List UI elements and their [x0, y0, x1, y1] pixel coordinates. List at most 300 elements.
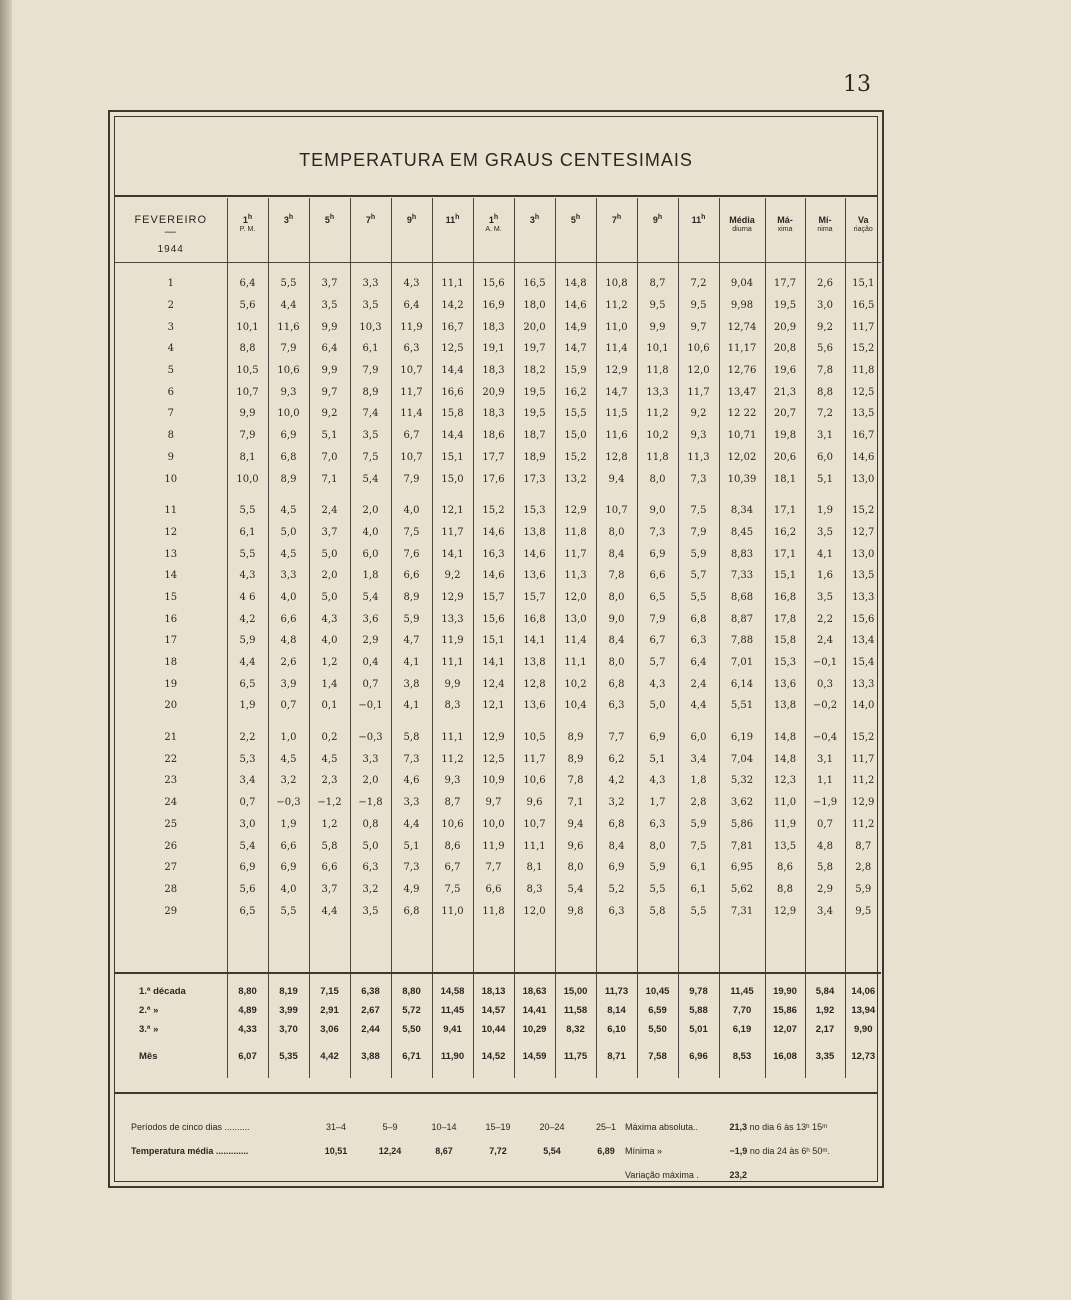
temperature-cell: 11,7: [845, 316, 881, 338]
summary-cell: 14,52: [473, 1039, 514, 1078]
temperature-cell: 7,1: [309, 468, 350, 490]
temperature-cell: 9,2: [309, 403, 350, 425]
summary-cell: 7,15: [309, 973, 350, 1001]
temperature-cell: 5,9: [637, 857, 678, 879]
table-row: [115, 857, 881, 879]
temperature-cell: 11,2: [845, 770, 881, 792]
temperature-cell: 11,8: [473, 900, 514, 973]
temperature-cell: 12,9: [555, 490, 596, 522]
table-row: [115, 468, 881, 490]
temperature-cell: −0,3: [268, 792, 309, 814]
temperature-cell: 8,9: [350, 381, 391, 403]
temperature-cell: 20,9: [473, 381, 514, 403]
temperature-cell: 6,0: [805, 447, 845, 469]
temperature-cell: 5,5: [678, 587, 719, 609]
summary-cell: 2,67: [350, 1001, 391, 1020]
temperature-cell: 14,1: [432, 543, 473, 565]
temperature-cell: 5,5: [227, 543, 268, 565]
temperature-cell: 8,8: [765, 879, 805, 901]
temperature-cell: 7,2: [678, 263, 719, 295]
temperature-cell: 10,0: [473, 814, 514, 836]
temperature-cell: 11,9: [473, 835, 514, 857]
temperature-cell: 5,0: [350, 835, 391, 857]
day-number: 25: [164, 818, 178, 830]
summary-cell: 4,89: [227, 1001, 268, 1020]
temperature-cell: 6,2: [596, 748, 637, 770]
temperature-cell: 7,81: [719, 835, 765, 857]
summary-cell: 3,70: [268, 1020, 309, 1039]
temperature-cell: 9,8: [555, 900, 596, 973]
temperature-cell: 15,1: [473, 630, 514, 652]
temperature-cell: 6,8: [268, 447, 309, 469]
temperature-cell: 3,4: [227, 770, 268, 792]
temperature-cell: 19,5: [514, 381, 555, 403]
summary-cell: 2,17: [805, 1020, 845, 1039]
temperature-cell: 6,9: [596, 857, 637, 879]
column-header: 3$^h$: [514, 198, 555, 263]
temperature-cell: 9,7: [678, 316, 719, 338]
temperature-cell: 10,6: [678, 338, 719, 360]
month-label: FEVEREIRO: [134, 214, 208, 226]
temperature-cell: 17,1: [765, 490, 805, 522]
temperature-cell: 15,0: [432, 468, 473, 490]
temperature-cell: 7,9: [268, 338, 309, 360]
temperature-cell: 10,3: [350, 316, 391, 338]
temperature-cell: 7,33: [719, 565, 765, 587]
temperature-cell: 6,5: [227, 900, 268, 973]
day-number: 12: [164, 526, 178, 538]
temperature-cell: 1,2: [309, 652, 350, 674]
temperature-cell: 5,86: [719, 814, 765, 836]
summary-cell: 5,88: [678, 1001, 719, 1020]
temperature-cell: 8,0: [596, 587, 637, 609]
temperature-cell: 3,3: [391, 792, 432, 814]
temperature-cell: 3,7: [309, 263, 350, 295]
temperature-cell: 19,6: [765, 360, 805, 382]
title-bar: [115, 117, 877, 197]
temperature-cell: 8,87: [719, 608, 765, 630]
temperature-cell: −0,1: [805, 652, 845, 674]
temperature-cell: 9,9: [432, 673, 473, 695]
temperature-cell: 5,6: [805, 338, 845, 360]
temperature-cell: 14,6: [514, 543, 555, 565]
summary-cell: 2,44: [350, 1020, 391, 1039]
temperature-cell: 12,1: [473, 695, 514, 717]
temperature-cell: 7,4: [350, 403, 391, 425]
temperature-cell: 11,4: [596, 338, 637, 360]
temperature-cell: 0,4: [350, 652, 391, 674]
temperature-cell: 8,1: [514, 857, 555, 879]
temperature-cell: 9,0: [637, 490, 678, 522]
temperature-cell: 7,5: [350, 447, 391, 469]
summary-cell: 4,33: [227, 1020, 268, 1039]
table-row: [115, 490, 881, 522]
temperature-cell: 4,8: [805, 835, 845, 857]
temperature-cell: 9,3: [432, 770, 473, 792]
temperature-cell: 4,4: [268, 295, 309, 317]
temperature-cell: 6,4: [678, 652, 719, 674]
temperature-cell: 19,5: [765, 295, 805, 317]
summary-cell: 16,08: [765, 1039, 805, 1078]
temperature-cell: 5,1: [637, 748, 678, 770]
temperature-cell: 1,7: [637, 792, 678, 814]
temperature-cell: 16,7: [845, 425, 881, 447]
temperature-cell: 11,6: [268, 316, 309, 338]
temperature-cell: 7,1: [555, 792, 596, 814]
max-absolute-note: no dia 6 às 13ʰ 15ᵐ: [749, 1122, 828, 1132]
temperature-cell: 7,5: [432, 879, 473, 901]
temperature-cell: 5,4: [350, 587, 391, 609]
temperature-cell: 11,1: [432, 652, 473, 674]
temperature-cell: 4,0: [391, 490, 432, 522]
temperature-cell: 5,1: [391, 835, 432, 857]
temperature-cell: 15,2: [845, 717, 881, 749]
column-header: 7$^h$: [596, 198, 637, 263]
temperature-cell: 0,7: [268, 695, 309, 717]
temperature-cell: 14,6: [473, 565, 514, 587]
temperature-cell: 4,6: [391, 770, 432, 792]
temperature-cell: 6,1: [678, 857, 719, 879]
temperature-cell: 12,4: [473, 673, 514, 695]
summary-cell: 3,88: [350, 1039, 391, 1078]
temperature-cell: 4,0: [309, 630, 350, 652]
table-row: [115, 522, 881, 544]
mean-label: Temperatura média .............: [131, 1146, 249, 1156]
summary-cell: 18,13: [473, 973, 514, 1001]
temperature-cell: 0,7: [227, 792, 268, 814]
mean-value: 5,54: [543, 1146, 561, 1156]
temperature-cell: 13,47: [719, 381, 765, 403]
temperature-cell: 0,7: [350, 673, 391, 695]
temperature-cell: 15,7: [473, 587, 514, 609]
temperature-cell: 6,19: [719, 717, 765, 749]
temperature-cell: 4,1: [391, 695, 432, 717]
temperature-cell: 6,8: [596, 673, 637, 695]
temperature-cell: 3,5: [805, 522, 845, 544]
day-number: 17: [164, 635, 178, 647]
temperature-cell: 10,1: [637, 338, 678, 360]
temperature-cell: 7,01: [719, 652, 765, 674]
temperature-cell: 2,9: [805, 879, 845, 901]
temperature-cell: 6,9: [268, 425, 309, 447]
temperature-cell: 16,7: [432, 316, 473, 338]
temperature-cell: 3,2: [268, 770, 309, 792]
column-header: 5$^h$: [309, 198, 350, 263]
temperature-cell: 9,4: [555, 814, 596, 836]
variation-label: Variação máxima .: [625, 1170, 699, 1180]
temperature-cell: 5,9: [678, 543, 719, 565]
summary-label: 3.ª »: [139, 1023, 159, 1035]
temperature-cell: 16,3: [473, 543, 514, 565]
temperature-cell: 6,3: [350, 857, 391, 879]
temperature-cell: 6,7: [637, 630, 678, 652]
temperature-cell: 7,5: [678, 490, 719, 522]
temperature-cell: 10,4: [555, 695, 596, 717]
temperature-cell: 16,8: [514, 608, 555, 630]
mean-value: 12,24: [378, 1146, 402, 1156]
temperature-cell: 5,0: [309, 587, 350, 609]
temperature-cell: 13,0: [845, 543, 881, 565]
summary-cell: 6,07: [227, 1039, 268, 1078]
temperature-cell: 2,4: [678, 673, 719, 695]
temperature-cell: 13,3: [845, 587, 881, 609]
temperature-cell: 1,9: [268, 814, 309, 836]
temperature-cell: 11,7: [678, 381, 719, 403]
temperature-cell: 9,0: [596, 608, 637, 630]
temperature-cell: 8,0: [555, 857, 596, 879]
temperature-cell: 12,9: [432, 587, 473, 609]
temperature-cell: 18,6: [473, 425, 514, 447]
summary-cell: 11,75: [555, 1039, 596, 1078]
book-spine: [0, 0, 12, 1300]
temperature-cell: 2,4: [309, 490, 350, 522]
temperature-cell: 19,5: [514, 403, 555, 425]
summary-cell: 11,90: [432, 1039, 473, 1078]
table-row: [115, 543, 881, 565]
temperature-cell: 8,0: [596, 652, 637, 674]
temperature-cell: 7,2: [805, 403, 845, 425]
temperature-cell: 13,6: [514, 565, 555, 587]
temperature-cell: 7,3: [391, 748, 432, 770]
decade-summary-row: [115, 1020, 881, 1039]
temperature-cell: 5,5: [268, 263, 309, 295]
temperature-cell: 16,2: [765, 522, 805, 544]
temperature-cell: 6,6: [268, 608, 309, 630]
column-header: 1$^h$ A. M.: [473, 198, 514, 263]
temperature-cell: 0,8: [350, 814, 391, 836]
temperature-cell: 2,6: [805, 263, 845, 295]
temperature-cell: 13,3: [432, 608, 473, 630]
footer: [115, 1092, 877, 1181]
mean-value: 8,67: [435, 1146, 453, 1156]
temperature-cell: 12,74: [719, 316, 765, 338]
temperature-cell: 10,7: [391, 360, 432, 382]
temperature-cell: 6,5: [227, 673, 268, 695]
temperature-cell: 13,5: [845, 565, 881, 587]
temperature-cell: 14,1: [473, 652, 514, 674]
summary-cell: 8,80: [227, 973, 268, 1001]
summary-label: Mês: [139, 1050, 158, 1062]
day-number: 5: [167, 365, 174, 377]
temperature-cell: 11,6: [596, 425, 637, 447]
temperature-cell: 3,4: [805, 900, 845, 973]
column-header: Má- xima: [765, 198, 805, 263]
column-header: 1$^h$ P. M.: [227, 198, 268, 263]
temperature-cell: 13,8: [514, 652, 555, 674]
temperature-cell: 10,7: [391, 447, 432, 469]
temperature-cell: 12,5: [473, 748, 514, 770]
temperature-cell: 7,0: [309, 447, 350, 469]
temperature-cell: 4,4: [227, 652, 268, 674]
temperature-cell: 6,3: [596, 900, 637, 973]
page-title: TEMPERATURA EM GRAUS CENTESIMAIS: [299, 149, 693, 170]
temperature-cell: 5,0: [268, 522, 309, 544]
temperature-cell: 5,62: [719, 879, 765, 901]
summary-cell: 2,91: [309, 1001, 350, 1020]
table-row: [115, 770, 881, 792]
day-number: 16: [164, 613, 178, 625]
table-row: [115, 900, 881, 973]
temperature-cell: 14,8: [765, 748, 805, 770]
temperature-cell: 12,9: [596, 360, 637, 382]
temperature-cell: 6,1: [227, 522, 268, 544]
temperature-cell: 6,95: [719, 857, 765, 879]
temperature-cell: 3,2: [350, 879, 391, 901]
temperature-cell: 13,0: [845, 468, 881, 490]
temperature-cell: 12,8: [514, 673, 555, 695]
summary-cell: 15,86: [765, 1001, 805, 1020]
temperature-cell: 1,8: [678, 770, 719, 792]
temperature-cell: 1,4: [309, 673, 350, 695]
temperature-cell: 11,0: [765, 792, 805, 814]
table-row: [115, 814, 881, 836]
temperature-cell: 8,9: [555, 717, 596, 749]
temperature-cell: 12,0: [555, 587, 596, 609]
table-row: [115, 565, 881, 587]
summary-cell: 14,59: [514, 1039, 555, 1078]
temperature-cell: 6,9: [637, 717, 678, 749]
temperature-cell: −1,2: [309, 792, 350, 814]
temperature-cell: 8,4: [596, 835, 637, 857]
temperature-cell: 8,68: [719, 587, 765, 609]
temperature-cell: 18,0: [514, 295, 555, 317]
temperature-cell: 19,7: [514, 338, 555, 360]
temperature-cell: 4,2: [227, 608, 268, 630]
day-number: 1: [167, 278, 174, 290]
temperature-cell: 11,9: [432, 630, 473, 652]
temperature-cell: 9,98: [719, 295, 765, 317]
temperature-cell: 4,9: [391, 879, 432, 901]
temperature-cell: 6,3: [678, 630, 719, 652]
temperature-cell: 10,5: [514, 717, 555, 749]
temperature-cell: 6,1: [350, 338, 391, 360]
temperature-cell: 11,1: [432, 263, 473, 295]
temperature-cell: 9,2: [678, 403, 719, 425]
temperature-cell: 12,9: [473, 717, 514, 749]
temperature-cell: 6,6: [391, 565, 432, 587]
max-absolute-label: Máxima absoluta..: [625, 1122, 699, 1132]
table-row: [115, 403, 881, 425]
temperature-cell: 4,0: [350, 522, 391, 544]
temperature-cell: 11,8: [637, 360, 678, 382]
temperature-cell: 8,7: [845, 835, 881, 857]
temperature-cell: 15,2: [473, 490, 514, 522]
temperature-cell: 10,7: [227, 381, 268, 403]
temperature-cell: 10,39: [719, 468, 765, 490]
table-frame: [108, 110, 884, 1188]
summary-cell: 8,71: [596, 1039, 637, 1078]
temperature-cell: 11,7: [555, 543, 596, 565]
temperature-cell: 6,6: [268, 835, 309, 857]
temperature-cell: 4,7: [391, 630, 432, 652]
period-value: 25–1: [595, 1122, 617, 1132]
table-inner-frame: [114, 116, 878, 1182]
temperature-cell: 4,5: [268, 543, 309, 565]
temperature-cell: 11,1: [514, 835, 555, 857]
day-number: 9: [167, 451, 174, 463]
variation-value: 23,2: [729, 1170, 748, 1180]
temperature-cell: 5,1: [309, 425, 350, 447]
temperature-cell: 10,71: [719, 425, 765, 447]
temperature-cell: −0,3: [350, 717, 391, 749]
temperature-cell: 4,4: [309, 900, 350, 973]
temperature-cell: 3,7: [309, 522, 350, 544]
temperature-cell: 5,5: [227, 490, 268, 522]
temperature-cell: 3,0: [227, 814, 268, 836]
summary-cell: 1,92: [805, 1001, 845, 1020]
summary-cell: 11,45: [719, 973, 765, 1001]
temperature-cell: 6,9: [268, 857, 309, 879]
summary-cell: 18,63: [514, 973, 555, 1001]
temperature-cell: 7,04: [719, 748, 765, 770]
temperature-cell: 5,3: [227, 748, 268, 770]
day-number: 4: [167, 343, 174, 355]
table-row: [115, 835, 881, 857]
temperature-cell: 7,9: [350, 360, 391, 382]
temperature-cell: 11,8: [555, 522, 596, 544]
temperature-cell: 12 22: [719, 403, 765, 425]
temperature-cell: 9,04: [719, 263, 765, 295]
temperature-cell: 7,3: [678, 468, 719, 490]
column-header: 11$^h$: [432, 198, 473, 263]
min-absolute-row: [625, 1146, 830, 1156]
column-header: 3$^h$: [268, 198, 309, 263]
summary-label: 2.ª »: [139, 1004, 159, 1016]
temperature-cell: 3,5: [350, 425, 391, 447]
table-row: [115, 879, 881, 901]
temperature-cell: 13,8: [765, 695, 805, 717]
temperature-cell: 6,5: [637, 587, 678, 609]
header-row: [115, 198, 881, 263]
temperature-cell: 8,3: [432, 695, 473, 717]
summary-cell: 7,70: [719, 1001, 765, 1020]
day-number: 3: [167, 321, 174, 333]
table-row: [115, 447, 881, 469]
temperature-cell: 10,6: [268, 360, 309, 382]
temperature-cell: 12,8: [596, 447, 637, 469]
temperature-cell: 9,5: [678, 295, 719, 317]
temperature-cell: 15,6: [473, 608, 514, 630]
temperature-cell: 15,5: [555, 403, 596, 425]
temperature-cell: 16,5: [845, 295, 881, 317]
temperature-cell: 17,6: [473, 468, 514, 490]
summary-cell: 5,72: [391, 1001, 432, 1020]
temperature-cell: 2,2: [805, 608, 845, 630]
table-row: [115, 316, 881, 338]
table-row: [115, 717, 881, 749]
temperature-cell: 1,6: [805, 565, 845, 587]
temperature-cell: 12,7: [845, 522, 881, 544]
temperature-cell: 5,8: [637, 900, 678, 973]
summary-cell: 9,78: [678, 973, 719, 1001]
temperature-cell: 15,7: [514, 587, 555, 609]
temperature-cell: 9,9: [227, 403, 268, 425]
temperature-cell: 17,3: [514, 468, 555, 490]
temperature-cell: 12,76: [719, 360, 765, 382]
temperature-cell: 11,3: [555, 565, 596, 587]
temperature-cell: 10,7: [514, 814, 555, 836]
summary-cell: 8,32: [555, 1020, 596, 1039]
table-row: [115, 630, 881, 652]
temperature-cell: 18,9: [514, 447, 555, 469]
year-label: 1944: [157, 244, 184, 256]
temperature-cell: 14,0: [845, 695, 881, 717]
temperature-cell: 20,0: [514, 316, 555, 338]
temperature-cell: 11,4: [391, 403, 432, 425]
temperature-cell: 7,9: [227, 425, 268, 447]
column-header: 11$^h$: [678, 198, 719, 263]
temperature-cell: 13,6: [514, 695, 555, 717]
